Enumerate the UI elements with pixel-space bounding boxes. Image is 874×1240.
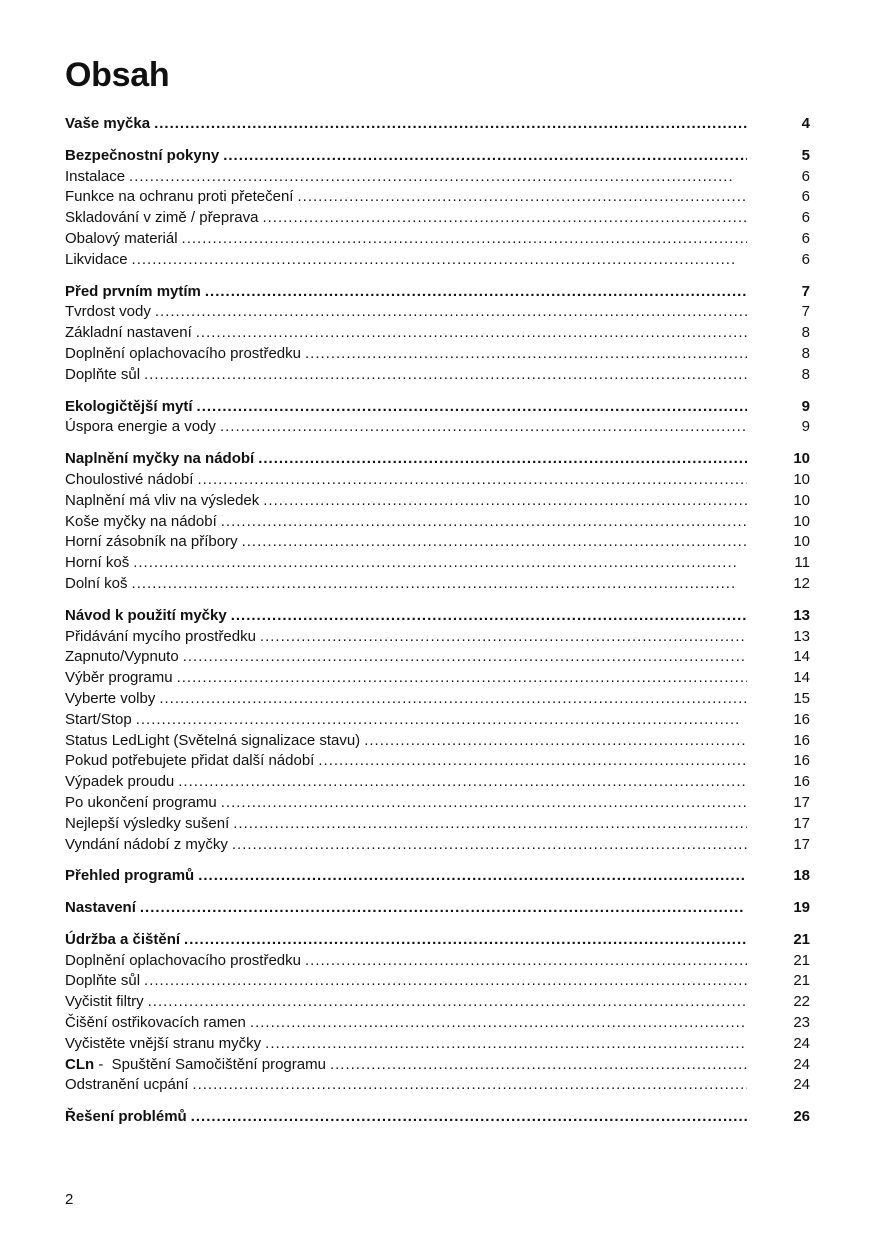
toc-entry[interactable] xyxy=(65,512,810,533)
toc-entry[interactable] xyxy=(65,532,810,553)
toc-entry[interactable] xyxy=(65,208,810,229)
toc-entry-label: Přidávání mycího prostředku xyxy=(65,627,256,645)
toc-entry-label: Funkce na ochranu proti přetečení xyxy=(65,188,294,206)
toc-entry-label: Zapnuto/Vypnuto xyxy=(65,648,179,666)
dot-leader xyxy=(330,1055,747,1076)
toc-page-number: 10 xyxy=(793,450,810,468)
toc-entry-label: Údržba a čištění xyxy=(65,930,181,948)
dot-leader xyxy=(220,417,747,438)
toc-entry[interactable] xyxy=(65,710,810,731)
dot-leader xyxy=(182,229,747,250)
dot-leader xyxy=(154,114,747,135)
toc-entry-label: Status LedLight (Světelná signalizace stavu) xyxy=(65,731,361,749)
toc-entry[interactable] xyxy=(65,992,810,1013)
toc-entry-label: Čišění ostřikovacích ramen xyxy=(65,1014,246,1032)
dot-leader xyxy=(144,365,747,386)
toc-section-heading[interactable] xyxy=(65,146,810,167)
toc-page-number: 24 xyxy=(793,1055,810,1073)
toc-page-number: 17 xyxy=(793,835,810,853)
toc-entry-label: Pokud potřebujete přidat další nádobí xyxy=(65,752,315,770)
dot-leader xyxy=(183,647,747,668)
toc-entry-label: Úspora energie a vody xyxy=(65,418,216,436)
toc-entry[interactable] xyxy=(65,731,810,752)
toc-entry[interactable] xyxy=(65,971,810,992)
toc-entry-label: Doplňte sůl xyxy=(65,972,141,990)
toc-section xyxy=(65,397,810,439)
toc-entry-separator: - xyxy=(94,1055,112,1073)
toc-entry[interactable] xyxy=(65,1013,810,1034)
toc-page-number: 16 xyxy=(793,731,810,749)
toc-page-number: 17 xyxy=(793,793,810,811)
dot-leader xyxy=(305,951,747,972)
dot-leader xyxy=(184,930,747,951)
dot-leader xyxy=(155,302,747,323)
toc-section xyxy=(65,282,810,386)
dot-leader xyxy=(192,1075,747,1096)
dot-leader xyxy=(223,146,747,167)
dot-leader xyxy=(318,751,747,772)
dot-leader xyxy=(148,992,747,1013)
toc-section xyxy=(65,606,810,856)
toc-entry-label: Dolní koš xyxy=(65,574,128,592)
toc-page-number: 13 xyxy=(793,627,810,645)
dot-leader xyxy=(233,814,747,835)
toc-entry-label: Horní koš xyxy=(65,554,130,572)
toc-section xyxy=(65,930,810,1096)
toc-entry-label: Koše myčky na nádobí xyxy=(65,512,217,530)
toc-entry-label: Nastavení xyxy=(65,899,136,917)
toc-entry-label xyxy=(65,1055,326,1076)
toc-entry[interactable] xyxy=(65,793,810,814)
toc-entry[interactable] xyxy=(65,323,810,344)
toc-section-heading[interactable] xyxy=(65,606,810,627)
toc-entry[interactable] xyxy=(65,1055,810,1076)
toc-entry-label: Vaše myčka xyxy=(65,115,151,132)
dot-leader xyxy=(250,1013,747,1034)
toc-entry-prefix: CLn xyxy=(65,1055,95,1073)
dot-leader xyxy=(305,344,747,365)
toc-page-number: 4 xyxy=(801,115,810,132)
toc-page-number: 8 xyxy=(801,324,810,342)
page-title: Obsah xyxy=(65,56,170,94)
toc-page-number: 18 xyxy=(793,867,810,885)
toc-section xyxy=(65,866,810,887)
dot-leader xyxy=(221,793,747,814)
toc-page-number: 14 xyxy=(793,669,810,687)
toc-entry[interactable] xyxy=(65,751,810,772)
toc-page-number: 22 xyxy=(793,993,810,1011)
dot-leader xyxy=(205,282,747,303)
toc-section-heading[interactable] xyxy=(65,449,810,470)
toc-entry-label: Naplnění myčky na nádobí xyxy=(65,450,255,468)
dot-leader xyxy=(231,606,747,627)
toc-entry-label: Vyčistit filtry xyxy=(65,993,144,1011)
toc-entry-label: Ekologičtější mytí xyxy=(65,397,193,415)
toc-entry[interactable] xyxy=(65,187,810,208)
dot-leader xyxy=(133,553,738,574)
toc-entry[interactable] xyxy=(65,344,810,365)
dot-leader xyxy=(140,898,745,919)
dot-leader xyxy=(364,731,747,752)
toc-page-number: 7 xyxy=(801,282,810,300)
toc-page-number: 6 xyxy=(801,209,810,227)
dot-leader xyxy=(242,532,747,553)
dot-leader xyxy=(265,1034,747,1055)
toc-page-number: 10 xyxy=(793,491,810,509)
dot-leader xyxy=(132,250,737,271)
toc-entry[interactable] xyxy=(65,229,810,250)
toc-entry[interactable] xyxy=(65,553,810,574)
toc-entry-label: Horní zásobník na příbory xyxy=(65,533,238,551)
dot-leader xyxy=(221,512,747,533)
toc-page-number: 16 xyxy=(793,773,810,791)
toc-entry[interactable] xyxy=(65,167,810,188)
toc-page-number: 7 xyxy=(801,303,810,321)
toc-entry[interactable] xyxy=(65,365,810,386)
toc-entry-label: Skladování v zimě / přeprava xyxy=(65,209,259,227)
toc-entry[interactable] xyxy=(65,951,810,972)
toc-page-number: 6 xyxy=(801,188,810,206)
toc-entry[interactable] xyxy=(65,647,810,668)
toc-entry[interactable] xyxy=(65,417,810,438)
toc-page-number: 14 xyxy=(793,648,810,666)
toc-page-number: 6 xyxy=(801,167,810,185)
toc-page-number: 23 xyxy=(793,1014,810,1032)
dot-leader xyxy=(136,710,741,731)
dot-leader xyxy=(297,187,747,208)
toc-entry-label: Návod k použití myčky xyxy=(65,606,227,624)
toc-page-number: 9 xyxy=(801,418,810,436)
dot-leader xyxy=(197,470,747,491)
toc-entry-text: Spuštění Samočištění programu xyxy=(111,1055,326,1073)
toc-entry-label: Vyberte volby xyxy=(65,689,156,707)
toc-entry-label: Vyndání nádobí z myčky xyxy=(65,835,228,853)
toc-page-number: 26 xyxy=(793,1108,810,1126)
toc-entry[interactable] xyxy=(65,470,810,491)
toc-entry-label: Doplňte sůl xyxy=(65,365,141,383)
toc-entry[interactable] xyxy=(65,1075,810,1096)
toc-entry[interactable] xyxy=(65,627,810,648)
table-of-contents xyxy=(65,114,810,1139)
toc-entry-label: Bezpečnostní pokyny xyxy=(65,146,220,164)
toc-section-heading[interactable] xyxy=(65,898,810,919)
toc-page-number: 21 xyxy=(793,972,810,990)
toc-page-number: 21 xyxy=(793,951,810,969)
toc-section-heading[interactable] xyxy=(65,114,810,135)
toc-page-number: 8 xyxy=(801,344,810,362)
toc-entry[interactable] xyxy=(65,835,810,856)
dot-leader xyxy=(144,971,747,992)
toc-page-number: 9 xyxy=(801,397,810,415)
toc-section-heading[interactable] xyxy=(65,397,810,418)
toc-entry-label: Přehled programů xyxy=(65,867,195,885)
dot-leader xyxy=(260,627,747,648)
toc-page-number: 10 xyxy=(793,470,810,488)
toc-entry[interactable] xyxy=(65,302,810,323)
toc-entry-label: Základní nastavení xyxy=(65,324,192,342)
toc-page-number: 16 xyxy=(793,752,810,770)
toc-entry-label: Výběr programu xyxy=(65,669,173,687)
toc-entry-label: Likvidace xyxy=(65,250,128,268)
dot-leader xyxy=(263,491,747,512)
toc-entry-label: Doplnění oplachovacího prostředku xyxy=(65,951,301,969)
toc-entry-label: Vyčistěte vnější stranu myčky xyxy=(65,1034,262,1052)
dot-leader xyxy=(258,449,747,470)
dot-leader xyxy=(129,167,734,188)
toc-entry[interactable] xyxy=(65,1034,810,1055)
dot-leader xyxy=(198,866,747,887)
toc-entry[interactable] xyxy=(65,668,810,689)
toc-section-heading[interactable] xyxy=(65,282,810,303)
dot-leader xyxy=(159,689,747,710)
toc-entry[interactable] xyxy=(65,689,810,710)
toc-entry-label: Choulostivé nádobí xyxy=(65,470,194,488)
toc-section-heading[interactable] xyxy=(65,930,810,951)
toc-entry-label: Doplnění oplachovacího prostředku xyxy=(65,344,301,362)
toc-page-number: 16 xyxy=(793,710,810,728)
toc-page-number: 11 xyxy=(794,554,810,572)
toc-entry-label: Po ukončení programu xyxy=(65,793,217,811)
toc-section xyxy=(65,146,810,271)
dot-leader xyxy=(191,1107,747,1128)
toc-page-number: 10 xyxy=(793,512,810,530)
dot-leader xyxy=(232,835,747,856)
toc-page-number: 17 xyxy=(793,814,810,832)
dot-leader xyxy=(178,772,747,793)
dot-leader xyxy=(196,323,747,344)
toc-page-number: 6 xyxy=(801,250,810,268)
toc-entry-label: Nejlepší výsledky sušení xyxy=(65,814,230,832)
toc-page-number: 10 xyxy=(793,533,810,551)
toc-page-number: 15 xyxy=(793,689,810,707)
toc-page-number: 12 xyxy=(793,574,810,592)
toc-entry[interactable] xyxy=(65,574,810,595)
toc-section-heading[interactable] xyxy=(65,1107,810,1128)
toc-entry-label: Obalový materiál xyxy=(65,229,178,247)
toc-entry-label: Řešení problémů xyxy=(65,1108,187,1126)
toc-page-number: 24 xyxy=(793,1076,810,1094)
toc-entry-label: Instalace xyxy=(65,167,126,185)
toc-entry[interactable] xyxy=(65,772,810,793)
toc-section xyxy=(65,114,810,135)
dot-leader xyxy=(177,668,747,689)
toc-section-heading[interactable] xyxy=(65,866,810,887)
toc-entry[interactable] xyxy=(65,491,810,512)
toc-entry-label: Naplnění má vliv na výsledek xyxy=(65,491,260,509)
toc-page-number: 6 xyxy=(801,229,810,247)
toc-entry-label: Odstranění ucpání xyxy=(65,1076,189,1094)
toc-entry[interactable] xyxy=(65,814,810,835)
toc-page-number: 19 xyxy=(793,899,810,917)
toc-page-number: 21 xyxy=(793,930,810,948)
toc-entry-label: Výpadek proudu xyxy=(65,773,175,791)
toc-page-number: 24 xyxy=(793,1034,810,1052)
dot-leader xyxy=(262,208,747,229)
toc-page-number: 13 xyxy=(793,606,810,624)
toc-section xyxy=(65,449,810,595)
dot-leader xyxy=(197,397,747,418)
toc-section xyxy=(65,1107,810,1128)
dot-leader xyxy=(132,574,737,595)
toc-entry-label: Start/Stop xyxy=(65,710,132,728)
page-number: 2 xyxy=(65,1191,74,1208)
toc-entry-label: Tvrdost vody xyxy=(65,303,151,321)
toc-entry-label: Před prvním mytím xyxy=(65,282,201,300)
toc-entry[interactable] xyxy=(65,250,810,271)
toc-page-number: 5 xyxy=(801,146,810,164)
toc-section xyxy=(65,898,810,919)
toc-page-number: 8 xyxy=(801,365,810,383)
